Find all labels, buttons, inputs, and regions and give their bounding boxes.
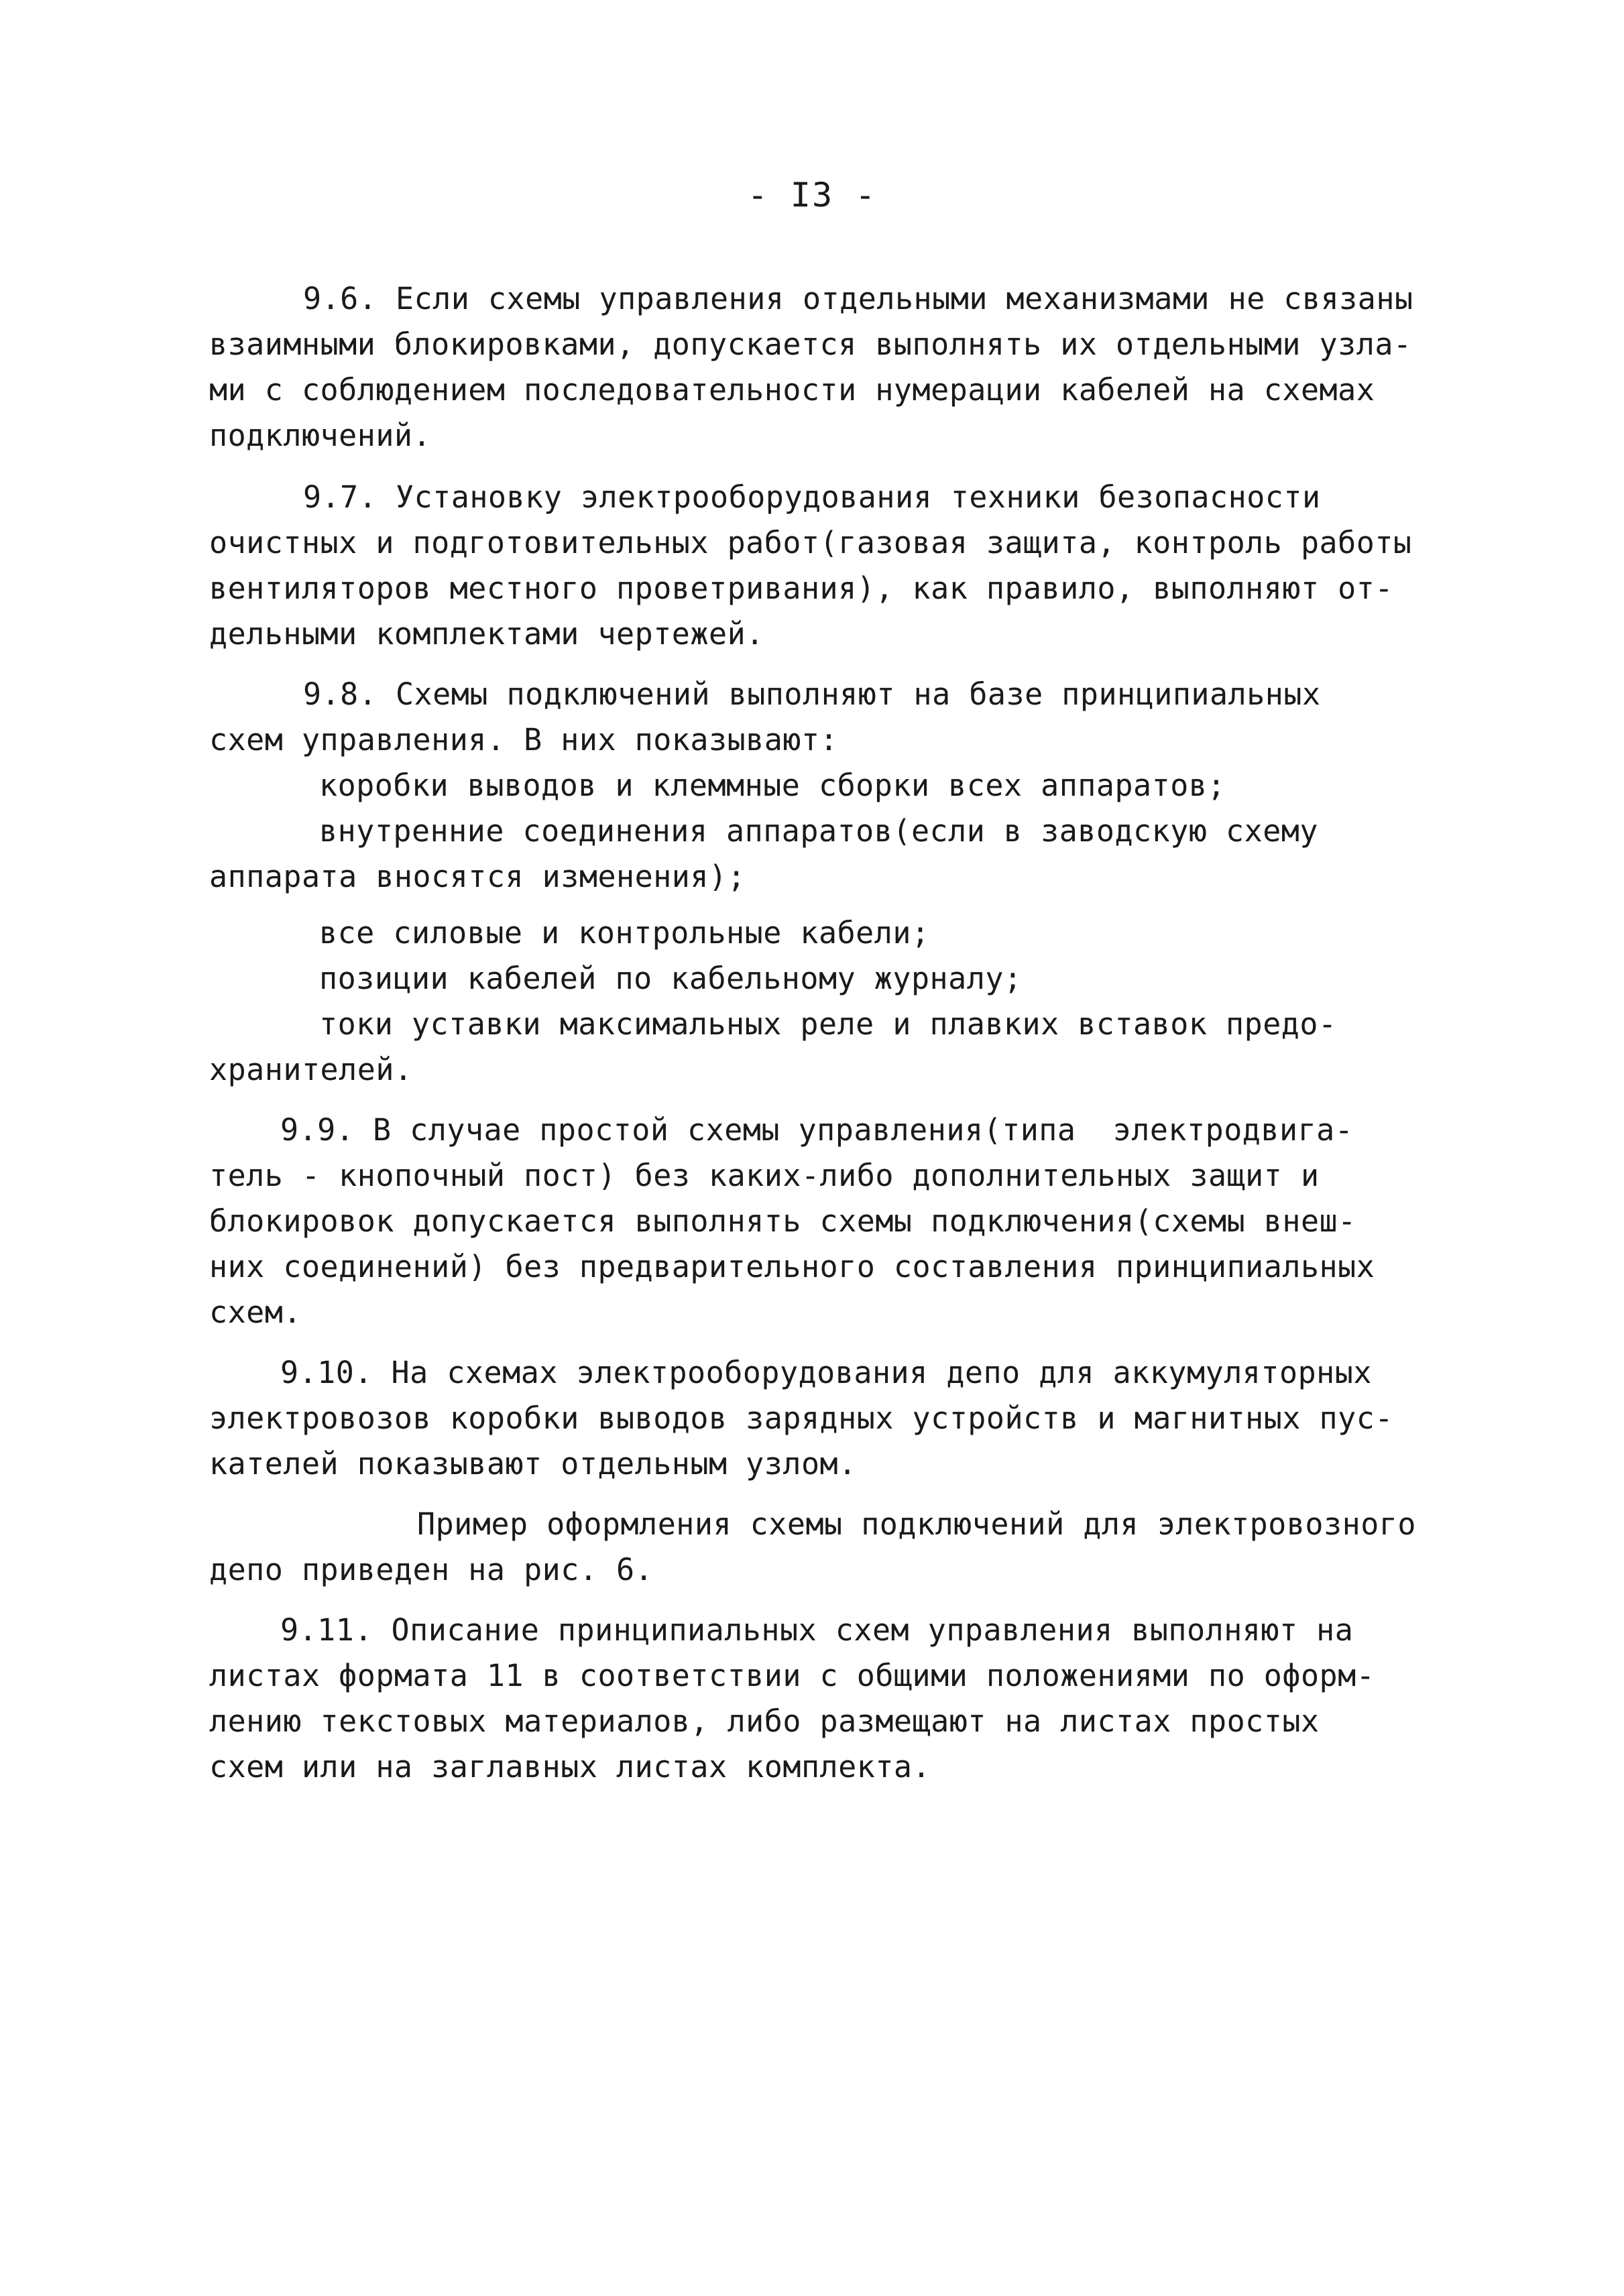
list-item-internal-connections-cont: аппарата вносятся изменения);: [209, 859, 746, 894]
paragraph-9-10-line-1: 9.10. На схемах электрооборудования депо для аккумуляторных: [280, 1355, 1372, 1390]
paragraph-9-10-line-3: кателей показывают отдельным узлом.: [209, 1446, 857, 1482]
list-item-cable-positions: позиции кабелей по кабельному журналу;: [319, 961, 1023, 996]
list-item-internal-connections: внутренние соединения аппаратов(если в заводскую схему: [319, 813, 1318, 849]
paragraph-9-11-line-3: лению текстовых материалов, либо размещают на листах простых: [209, 1703, 1320, 1739]
paragraph-9-9-line-1: 9.9. В случае простой схемы управления(типа электродвига-: [280, 1112, 1354, 1148]
list-item-cables: все силовые и контрольные кабели;: [319, 915, 930, 951]
paragraph-9-7-line-4: дельными комплектами чертежей.: [209, 616, 764, 652]
paragraph-9-6-line-3: ми с соблюдением последовательности нумерации кабелей на схемах: [209, 372, 1375, 408]
paragraph-9-11-line-4: схем или на заглавных листах комплекта.: [209, 1749, 931, 1785]
paragraph-9-7-line-1: 9.7. Установку электрооборудования техники безопасности: [303, 479, 1321, 515]
paragraph-9-8-line-2: схем управления. В них показывают:: [209, 722, 839, 758]
paragraph-9-11-line-1: 9.11. Описание принципиальных схем управления выполняют на: [280, 1612, 1354, 1648]
paragraph-9-6-line-4: подключений.: [209, 418, 432, 453]
paragraph-9-6-line-2: взаимными блокировками, допускается выполнять их отдельными узла-: [209, 326, 1412, 362]
figure-reference-line-1: Пример оформления схемы подключений для электровозного: [417, 1506, 1416, 1542]
list-item-relay-settings: токи уставки максимальных реле и плавких вставок предо-: [319, 1006, 1337, 1042]
paragraph-9-6-line-1: 9.6. Если схемы управления отдельными механизмами не связаны: [303, 281, 1413, 316]
figure-reference-line-2: депо приведен на рис. 6.: [209, 1552, 654, 1587]
paragraph-9-11-line-2: листах формата 11 в соответствии с общими положениями по оформ-: [209, 1658, 1375, 1693]
paragraph-9-9-line-3: блокировок допускается выполнять схемы подключения(схемы внеш-: [209, 1203, 1356, 1239]
paragraph-9-7-line-2: очистных и подготовительных работ(газовая защита, контроль работы: [209, 525, 1412, 560]
paragraph-9-9-line-5: схем.: [209, 1294, 302, 1330]
paragraph-9-9-line-4: них соединений) без предварительного составления принципиальных: [209, 1249, 1375, 1284]
paragraph-9-7-line-3: вентиляторов местного проветривания), как правило, выполняют от-: [209, 570, 1393, 606]
paragraph-9-10-line-2: электровозов коробки выводов зарядных устройств и магнитных пус-: [209, 1400, 1393, 1436]
paragraph-9-8-line-1: 9.8. Схемы подключений выполняют на базе принципиальных: [303, 676, 1321, 712]
list-item-terminal-boxes: коробки выводов и клеммные сборки всех аппаратов;: [319, 768, 1226, 803]
page-number: - I3 -: [747, 176, 877, 215]
list-item-relay-settings-cont: хранителей.: [209, 1052, 413, 1087]
paragraph-9-9-line-2: тель - кнопочный пост) без каких-либо дополнительных защит и: [209, 1158, 1320, 1193]
